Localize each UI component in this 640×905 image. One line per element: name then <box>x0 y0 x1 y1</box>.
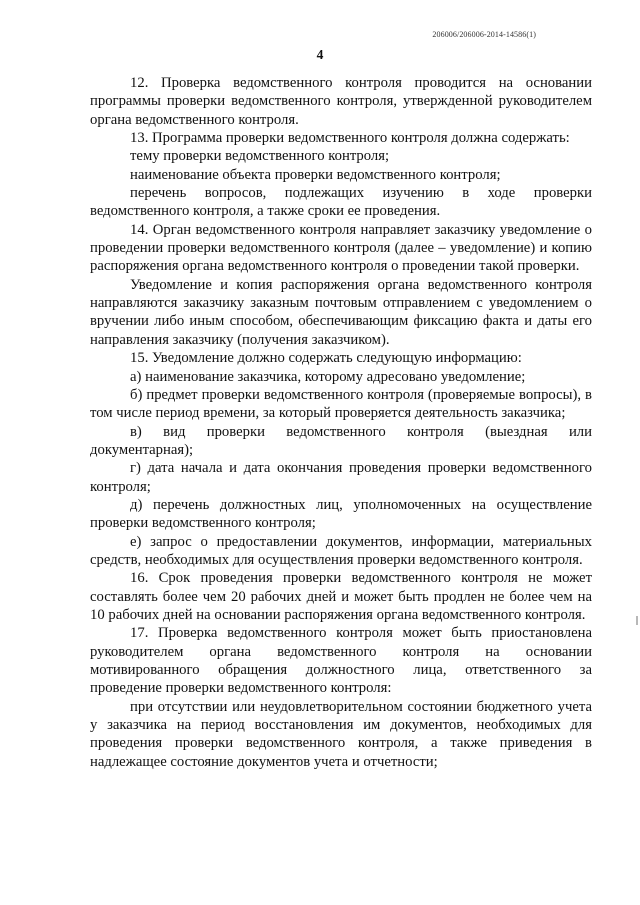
paragraph-12: 12. Проверка ведомственного контроля проводится на основании программы проверки ведомственного контроля, утвержденной руководителем органа ведомственного контроля. <box>90 75 592 128</box>
paragraph-13-item-object: наименование объекта проверки ведомственного контроля; <box>130 166 501 183</box>
paragraph-15-item-e: е) запрос о предоставлении документов, информации, материальных средств, необходимых для осуществления проверки ведомственного контроля. <box>90 533 592 568</box>
paragraph-15: 15. Уведомление должно содержать следующую информацию: <box>130 350 522 367</box>
paragraph-16: 16. Срок проведения проверки ведомственного контроля не может составлять более чем 20 рабочих дней и может быть продлен не более чем на 10 рабочих дней на основании распоряжения органа ведомственного контроля. <box>90 570 592 623</box>
paragraph-14-delivery: Уведомление и копия распоряжения органа ведомственного контроля направляются заказчику заказным почтовым отправлением с уведомлением о вручении либо иным способом, обеспечивающим фиксацию факта и даты его направления заказчику (получения заказчиком). <box>90 276 592 348</box>
paragraph-17: 17. Проверка ведомственного контроля может быть приостановлена руководителем органа ведомственного контроля на основании мотивированного обращения должностного лица, ответственного за проведение проверки ведомственного контроля: <box>90 625 592 697</box>
paragraph-17-item-accounting: при отсутствии или неудовлетворительном состоянии бюджетного учета у заказчика на период восстановления им документов, необходимых для проведения проверки ведомственного контроля, а также приведения в надлежащее состояние документов учета и отчетности; <box>90 698 592 770</box>
scan-edge-mark <box>636 616 638 625</box>
paragraph-15-item-a: а) наименование заказчика, которому адресовано уведомление; <box>130 368 526 385</box>
document-number: 206006/206006-2014-14586(1) <box>432 30 536 39</box>
page-number: 4 <box>316 47 324 62</box>
paragraph-13: 13. Программа проверки ведомственного контроля должна содержать: <box>130 130 570 147</box>
paragraph-13-item-topic: тему проверки ведомственного контроля; <box>130 148 390 165</box>
paragraph-15-item-v: в) вид проверки ведомственного контроля (выездная или документарная); <box>90 423 592 458</box>
paragraph-14: 14. Орган ведомственного контроля направляет заказчику уведомление о проведении проверки ведомственного контроля (далее – уведомление) и копию распоряжения органа ведомственного контроля о проведении такой проверки. <box>90 221 592 275</box>
paragraph-13-item-questions: перечень вопросов, подлежащих изучению в ходе проверки ведомственного контроля, а также сроки ее проведения. <box>90 185 592 220</box>
paragraph-15-item-d: д) перечень должностных лиц, уполномоченных на осуществление проверки ведомственного контроля; <box>90 496 592 532</box>
paragraph-15-item-g: г) дата начала и дата окончания проведения проверки ведомственного контроля; <box>90 460 592 495</box>
document-body <box>90 74 592 771</box>
paragraph-15-item-b: б) предмет проверки ведомственного контроля (проверяемые вопросы), в том числе период времени, за который проверяется деятельность заказчика; <box>90 386 592 422</box>
